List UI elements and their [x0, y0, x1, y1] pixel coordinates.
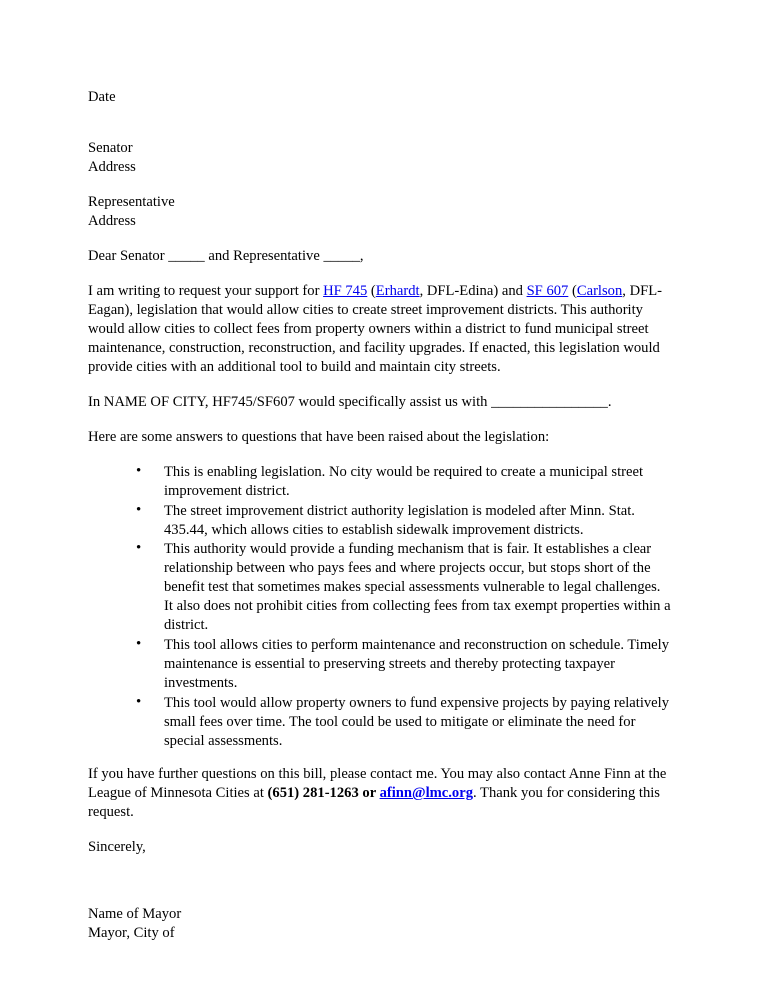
link-email-afinn[interactable]: afinn@lmc.org — [379, 785, 473, 802]
signature-name: Name of Mayor — [88, 906, 182, 922]
contact-phone: (651) 281-1263 or — [267, 785, 380, 802]
recipient-representative-address: Address — [88, 212, 136, 229]
list-item: • This tool would allow property owners to fund expensive projects by paying relatively small fees over time. The tool could be used to mitigate or eliminate the need for special assessments. — [136, 694, 672, 751]
p4-part2: . Thank you for considering this request. — [88, 785, 660, 821]
list-item: • This is enabling legislation. No city would be required to create a municipal street improvement district. — [136, 463, 672, 501]
letter-body — [88, 88, 672, 943]
list-item: • The street improvement district authority legislation is modeled after Minn. Stat. 435.44, which allows cities to establish sidewalk improvement districts. — [136, 502, 672, 540]
paragraph-city-assist: In NAME OF CITY, HF745/SF607 would specifically assist us with ________________. — [88, 393, 612, 410]
spacer — [88, 123, 672, 139]
salutation: Dear Senator _____ and Representative _____, — [88, 247, 364, 264]
date-line: Date — [88, 89, 116, 105]
p1-part4: ( — [568, 282, 577, 299]
paragraph-questions-intro: Here are some answers to questions that have been raised about the legislation: — [88, 428, 550, 445]
p1-part2: ( — [367, 282, 376, 299]
p1-part1: I am writing to request your support for — [88, 282, 324, 299]
link-carlson[interactable]: Carlson — [576, 282, 623, 299]
recipient-senator: Senator — [88, 139, 133, 156]
recipient-representative: Representative — [88, 193, 175, 210]
recipient-senator-address: Address — [88, 158, 136, 175]
p4-part1: If you have further questions on this bill, please contact me. You may also contact Anne Finn at the League of Minnesota Cities at — [88, 766, 667, 802]
paragraph-contact — [88, 765, 672, 822]
p1-part5: , DFL-Eagan), legislation that would allow cities to create street improvement districts. This authority would allow cities to collect fees from property owners within a district to fund municipal street maintenance, construction, reconstruction, and facility upgrades. If enacted, this legislation would provide cities with an additional tool to build and maintain city streets. — [88, 282, 662, 375]
p1-part3: , DFL-Edina) and — [419, 282, 527, 299]
link-sf-607[interactable]: SF 607 — [526, 282, 569, 299]
spacer — [88, 873, 672, 905]
closing: Sincerely, — [88, 839, 146, 856]
link-hf-745[interactable]: HF 745 — [323, 282, 368, 299]
list-item: • This tool allows cities to perform maintenance and reconstruction on schedule. Timely maintenance is essential to preserving streets and thereby protecting taxpayer investments. — [136, 636, 672, 693]
answers-bullet-list — [88, 463, 672, 752]
paragraph-support-request — [88, 282, 672, 377]
signature-title: Mayor, City of — [88, 924, 175, 941]
list-item: • This authority would provide a funding mechanism that is fair. It establishes a clear relationship between who pays fees and where projects occur, but stops short of the benefit test that sometimes makes special assessments vulnerable to legal challenges. It also does not prohibit cities from collecting fees from tax exempt properties within a district. — [136, 540, 672, 635]
link-erhardt[interactable]: Erhardt — [375, 282, 420, 299]
